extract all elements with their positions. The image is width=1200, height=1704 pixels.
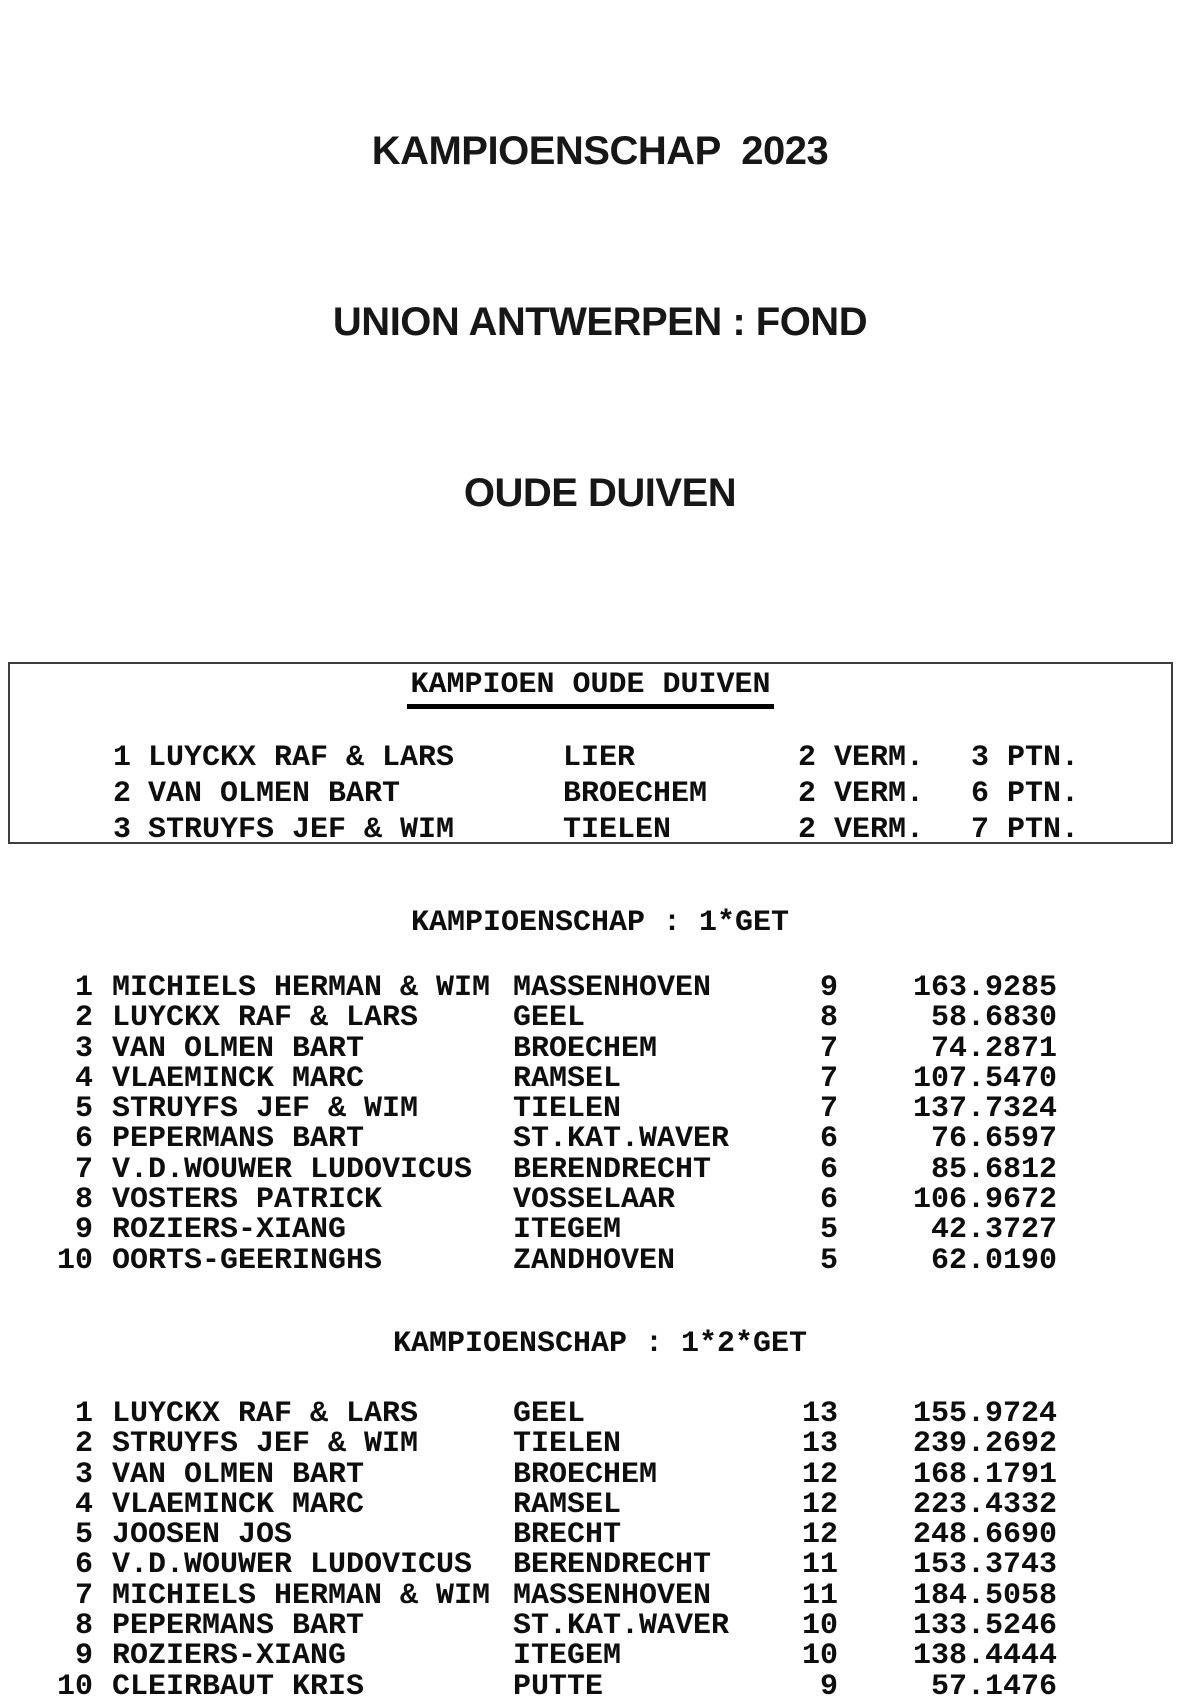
rank-cell: 3 [74,1457,93,1492]
points-cell: 153.3743 [912,1548,1057,1583]
champion-box [8,662,1173,844]
count-cell: 6 [819,1183,838,1218]
verm-cell: 2 VERM. [798,777,925,811]
points-cell: 133.5246 [912,1609,1057,1644]
place-cell: ITEGEM [513,1215,622,1246]
points-cell: 168.1791 [912,1457,1057,1492]
name-cell: VAN OLMEN BART [112,1459,365,1490]
points-cell: 107.5470 [912,1061,1057,1096]
place-cell: GEEL [513,1003,586,1034]
name-cell: VOSTERS PATRICK [112,1185,383,1216]
count-cell: 7 [819,1092,838,1127]
ranking-table [0,973,1200,1276]
section-heading: KAMPIOENSCHAP : 1*GET [410,906,790,940]
rank-cell: 4 [74,1487,93,1522]
place-cell: BROECHEM [563,777,708,811]
ranking-row [0,1061,1200,1096]
name-cell: LUYCKX RAF & LARS [112,1398,419,1430]
ranking-row [0,973,1200,1003]
champion-row [10,776,1171,812]
name-cell: MICHIELS HERMAN & WIM [112,973,491,1004]
ranking-row [0,1639,1200,1674]
count-cell: 9 [819,1669,838,1704]
count-cell: 7 [819,1061,838,1096]
rank-cell: 10 [56,1669,93,1704]
name-cell: MICHIELS HERMAN & WIM [112,1580,491,1612]
rank-cell: 6 [74,1548,93,1583]
rank-cell: 8 [74,1183,93,1218]
count-cell: 10 [801,1609,838,1644]
name-cell: CLEIRBAUT KRIS [112,1671,365,1702]
place-cell: ZANDHOVEN [513,1245,676,1276]
name-cell: STRUYFS JEF & WIM [112,1429,419,1460]
ranking-row [0,1092,1200,1127]
points-cell: 74.2871 [930,1031,1057,1066]
name-cell: VLAEMINCK MARC [112,1489,365,1521]
section-1get [0,908,1200,1276]
name-cell: ROZIERS-XIANG [112,1215,347,1246]
champion-box-rows [10,740,1171,844]
ranking-table [0,1396,1200,1704]
ranking-row [0,1122,1200,1157]
rank-cell: 1 [112,741,131,775]
count-cell: 5 [819,1243,838,1278]
ranking-row [0,1427,1200,1462]
ranking-row [0,1578,1200,1613]
place-cell: PUTTE [513,1671,604,1702]
points-cell: 6 PTN. [971,777,1080,811]
ranking-row [0,1548,1200,1583]
title-line-year: KAMPIOENSCHAP 2023 [371,129,829,173]
count-cell: 13 [801,1396,838,1431]
rank-cell: 7 [74,1152,93,1187]
points-cell: 184.5058 [912,1578,1057,1613]
points-cell: 248.6690 [912,1518,1057,1553]
name-cell: VAN OLMEN BART [148,777,401,811]
count-cell: 7 [819,1031,838,1066]
count-cell: 11 [801,1548,838,1583]
place-cell: MASSENHOVEN [513,973,712,1004]
place-cell: ST.KAT.WAVER [513,1124,730,1155]
place-cell: GEEL [513,1398,586,1430]
points-cell: 163.9285 [912,971,1057,1005]
points-cell: 7 PTN. [971,813,1080,844]
place-cell: RAMSEL [513,1063,622,1095]
points-cell: 239.2692 [912,1427,1057,1462]
rank-cell: 2 [74,1001,93,1036]
points-cell: 155.9724 [912,1396,1057,1431]
name-cell: V.D.WOUWER LUDOVICUS [112,1550,473,1581]
place-cell: RAMSEL [513,1489,622,1521]
count-cell: 11 [801,1578,838,1613]
rank-cell: 7 [74,1578,93,1613]
count-cell: 12 [801,1457,838,1492]
points-cell: 57.1476 [930,1669,1057,1704]
points-cell: 42.3727 [930,1213,1057,1248]
count-cell: 6 [819,1122,838,1157]
place-cell: ST.KAT.WAVER [513,1611,730,1642]
points-cell: 58.6830 [930,1001,1057,1036]
rank-cell: 10 [56,1243,93,1278]
ranking-row [0,1609,1200,1644]
place-cell: VOSSELAAR [513,1185,676,1216]
ranking-row [0,1457,1200,1492]
ranking-row [0,1001,1200,1036]
section-heading: KAMPIOENSCHAP : 1*2*GET [392,1326,808,1361]
count-cell: 5 [819,1213,838,1248]
points-cell: 137.7324 [912,1092,1057,1127]
count-cell: 10 [801,1639,838,1674]
champion-box-heading: KAMPIOEN OUDE DUIVEN [407,670,773,709]
name-cell: VLAEMINCK MARC [112,1063,365,1095]
ranking-row [0,1243,1200,1278]
champion-row [10,812,1171,844]
count-cell: 9 [819,971,838,1005]
place-cell: BROECHEM [513,1033,658,1064]
points-cell: 138.4444 [912,1639,1057,1674]
place-cell: LIER [563,741,636,775]
name-cell: STRUYFS JEF & WIM [112,1094,419,1125]
rank-cell: 2 [112,777,131,811]
points-cell: 223.4332 [912,1487,1057,1522]
name-cell: PEPERMANS BART [112,1611,365,1642]
points-cell: 76.6597 [930,1122,1057,1157]
title-line-union: UNION ANTWERPEN : FOND [332,300,868,344]
place-cell: TIELEN [513,1429,622,1460]
rank-cell: 8 [74,1609,93,1644]
count-cell: 8 [819,1001,838,1036]
rank-cell: 4 [74,1061,93,1096]
ranking-row [0,1518,1200,1553]
rank-cell: 3 [112,813,131,844]
points-cell: 3 PTN. [971,741,1080,775]
document-title [0,0,1200,636]
rank-cell: 6 [74,1122,93,1157]
points-cell: 62.0190 [930,1243,1057,1278]
champion-box-header-row [10,670,1171,709]
name-cell: OORTS-GEERINGHS [112,1245,383,1276]
name-cell: LUYCKX RAF & LARS [112,1003,419,1034]
place-cell: ITEGEM [513,1641,622,1672]
ranking-row [0,1396,1200,1431]
place-cell: MASSENHOVEN [513,1580,712,1612]
rank-cell: 5 [74,1092,93,1127]
rank-cell: 9 [74,1213,93,1248]
champion-row [10,740,1171,776]
points-cell: 106.9672 [912,1183,1057,1218]
count-cell: 13 [801,1427,838,1462]
place-cell: TIELEN [563,813,672,844]
place-cell: TIELEN [513,1094,622,1125]
ranking-row [0,1031,1200,1066]
place-cell: BERENDRECHT [513,1154,712,1186]
name-cell: V.D.WOUWER LUDOVICUS [112,1154,473,1186]
verm-cell: 2 VERM. [798,813,925,844]
title-line-category: OUDE DUIVEN [463,471,737,515]
verm-cell: 2 VERM. [798,741,925,775]
ranking-row [0,1152,1200,1187]
rank-cell: 9 [74,1639,93,1674]
ranking-row [0,1183,1200,1218]
place-cell: BROECHEM [513,1459,658,1490]
ranking-row [0,1487,1200,1522]
count-cell: 12 [801,1518,838,1553]
section-1-2get [0,1326,1200,1704]
name-cell: PEPERMANS BART [112,1124,365,1155]
count-cell: 12 [801,1487,838,1522]
name-cell: ROZIERS-XIANG [112,1641,347,1672]
place-cell: BERENDRECHT [513,1550,712,1581]
name-cell: LUYCKX RAF & LARS [148,741,455,775]
name-cell: VAN OLMEN BART [112,1033,365,1064]
count-cell: 6 [819,1152,838,1187]
rank-cell: 5 [74,1518,93,1553]
ranking-row [0,1669,1200,1704]
rank-cell: 2 [74,1427,93,1462]
rank-cell: 1 [74,1396,93,1431]
name-cell: JOOSEN JOS [112,1520,293,1551]
rank-cell: 3 [74,1031,93,1066]
place-cell: BRECHT [513,1520,622,1551]
rank-cell: 1 [74,971,93,1005]
name-cell: STRUYFS JEF & WIM [148,813,455,844]
ranking-row [0,1213,1200,1248]
points-cell: 85.6812 [930,1152,1057,1187]
